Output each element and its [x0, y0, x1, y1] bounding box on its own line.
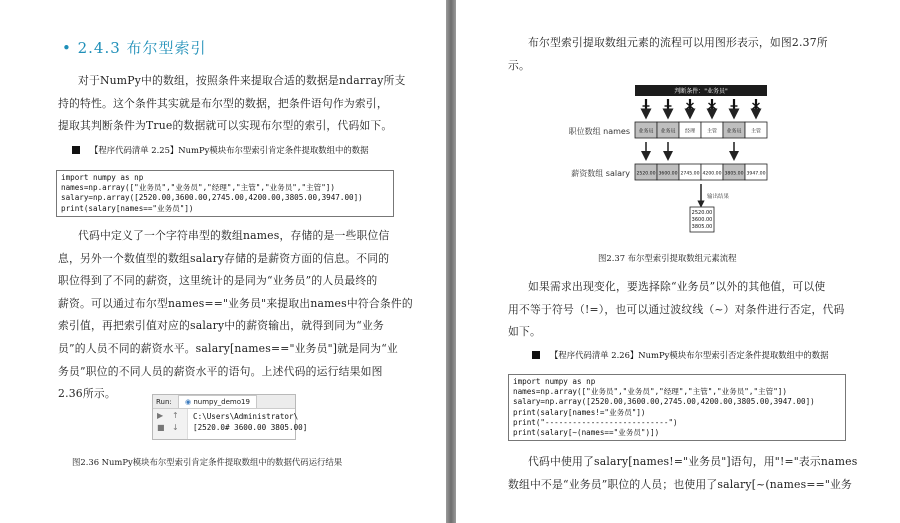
- salary-cell-label: 3805.00: [724, 171, 744, 177]
- listing-marker-icon: [72, 146, 80, 154]
- names-cell-label: 主管: [706, 128, 718, 135]
- code-line: salary=np.array([2520.00,3600.00,2745.00,4200.00,3805.00,3947.00]): [513, 397, 815, 407]
- arrow-down-icon[interactable]: ↓: [172, 423, 179, 432]
- run-output-line: C:\Users\Administrator\: [193, 412, 299, 421]
- code-line: import numpy as np: [61, 173, 144, 182]
- paragraph-line: 对于NumPy中的数组，按照条件来提取合适的数据是ndarray所支: [78, 74, 406, 87]
- down-arrow-icon: [665, 99, 672, 114]
- paragraph-line: 如下。: [508, 325, 541, 339]
- salary-cell-label: 2745.00: [680, 171, 700, 177]
- salary-array-row: [635, 164, 767, 180]
- stop-square-icon[interactable]: ■: [157, 423, 165, 432]
- names-cell-label: 业务员: [638, 128, 654, 135]
- run-output-line: [2520.0# 3600.00 3805.00]: [193, 423, 308, 432]
- condition-arrows: [643, 99, 760, 114]
- paragraph-line: 示。: [508, 58, 530, 72]
- code-line: names=np.array(["业务员","业务员","经理","主管","业务员","主管"]): [61, 183, 335, 193]
- paragraph-line: 数组中不是“业务员”职位的人员；也使用了salary[~(names=="业务: [508, 477, 852, 491]
- run-window: [152, 394, 308, 440]
- names-cell-label: 业务员: [726, 128, 742, 135]
- paragraph-line: 员”的人员不同的薪资水平。salary[names=="业务员"]就是同为“业: [58, 341, 398, 355]
- output-value: 3600.00: [691, 217, 713, 223]
- section-heading: • 2.4.3 布尔型索引: [62, 39, 207, 57]
- paragraph-line: 薪资。可以通过布尔型names=="业务员"来提取出names中符合条件的: [58, 296, 413, 310]
- selection-arrows: [646, 142, 734, 156]
- paragraph-line: 用不等于符号（!=），也可以通过波纹线（~）对条件进行否定，代码: [508, 302, 845, 316]
- paragraph-line: 息，另外一个数值型的数组salary存储的是薪资方面的信息。不同的: [58, 251, 390, 265]
- rerun-play-icon[interactable]: ▶: [157, 411, 164, 420]
- output-label: 输出结果: [707, 194, 730, 200]
- code-line: import numpy as np: [513, 377, 596, 386]
- names-array-row: [635, 122, 767, 138]
- right-page: [456, 0, 900, 523]
- names-cell-label: 业务员: [660, 128, 676, 135]
- run-output: [193, 411, 307, 433]
- down-arrow-icon: [731, 99, 738, 114]
- intro-paragraph: [58, 70, 430, 138]
- listing-title-text: 【程序代码清单 2.26】NumPy模块布尔型索引否定条件提取数组中的数据: [550, 350, 829, 360]
- run-label: Run:: [156, 398, 172, 406]
- boolean-index-diagram: [556, 82, 796, 240]
- salary-cell-label: 2520.00: [636, 171, 656, 177]
- run-tab-label: numpy_demo19: [193, 398, 250, 406]
- output-value: 2520.00: [691, 210, 713, 216]
- code-block: [508, 374, 846, 441]
- paragraph-line: 布尔型索引提取数组元素的流程可以用图形表示，如图2.37所: [528, 36, 828, 49]
- code-line: salary=np.array([2520.00,3600.00,2745.00,4200.00,3805.00,3947.00]): [61, 193, 363, 203]
- output-value: 3805.00: [691, 224, 713, 230]
- names-array-label: 职位数组 names: [568, 127, 630, 136]
- salary-cell-label: 3947.00: [746, 171, 766, 177]
- salary-cell-label: 3600.00: [658, 171, 678, 177]
- run-titlebar: [153, 395, 295, 409]
- closing-paragraph: [508, 451, 888, 496]
- output-result-box: [690, 207, 714, 232]
- salary-array-label: 薪资数组 salary: [571, 169, 630, 178]
- listing-title: [532, 349, 828, 361]
- paragraph-line: 代码中使用了salary[names!="业务员"]语句，用"!="表示names: [528, 455, 858, 468]
- left-page: [0, 0, 446, 523]
- run-gutter: [153, 409, 188, 439]
- code-block: [56, 170, 394, 217]
- salary-cell-label: 4200.00: [702, 171, 722, 177]
- paragraph-line: 提取其判断条件为True的数据就可以实现布尔型的索引，代码如下。: [58, 119, 393, 133]
- arrow-up-icon[interactable]: ↑: [172, 411, 179, 420]
- listing-title: [72, 144, 368, 156]
- listing-marker-icon: [532, 351, 540, 359]
- explanation-paragraph: [58, 225, 430, 406]
- cross-arrow-icon: [687, 99, 694, 114]
- paragraph-line: 2.36所示。: [58, 387, 116, 401]
- cross-arrow-icon: [709, 99, 716, 114]
- paragraph-line: 务员”职位的不同人员的薪资水平的语句。上述代码的运行结果如图: [58, 364, 383, 378]
- paragraph-line: 持的特性。这个条件其实就是布尔型的数据，把条件语句作为索引，: [58, 96, 388, 110]
- code-line: print(salary[names=="业务员"]): [61, 203, 194, 213]
- names-cell-label: 主管: [750, 128, 762, 135]
- python-file-icon: ◉: [185, 398, 192, 406]
- code-line: print(salary[names!="业务员"]): [513, 407, 646, 417]
- names-cell-label: 经理: [684, 128, 696, 135]
- negation-paragraph: [508, 276, 888, 344]
- paragraph-line: 职位得到了不同的薪资，这里统计的是同为“业务员”的人员最终的: [58, 274, 378, 288]
- figure-caption: 图2.36 NumPy模块布尔型索引肯定条件提取数组中的数据代码运行结果: [72, 457, 343, 467]
- code-line: names=np.array(["业务员","业务员","经理","主管","业务员","主管"]): [513, 387, 787, 397]
- listing-title-text: 【程序代码清单 2.25】NumPy模块布尔型索引肯定条件提取数组中的数据: [90, 145, 369, 155]
- down-arrow-icon: [643, 99, 650, 114]
- diagram-intro-paragraph: [508, 32, 888, 77]
- book-spine: [446, 0, 456, 523]
- paragraph-line: 代码中定义了一个字符串型的数组names，存储的是一些职位信: [78, 229, 390, 242]
- condition-label: 判断条件："业务员": [674, 88, 728, 95]
- figure-caption: 图2.37 布尔型索引提取数组元素流程: [598, 253, 737, 263]
- code-line: print("---------------------------"): [513, 417, 678, 427]
- paragraph-line: 如果需求出现变化，要选择除“业务员”以外的其他值，可以使: [528, 280, 826, 293]
- run-tab[interactable]: [178, 395, 257, 408]
- code-line: print(salary[~(names=="业务员")]): [513, 428, 660, 438]
- paragraph-line: 索引值，再把索引值对应的salary中的薪资输出，就得到同为“业务: [58, 319, 384, 333]
- cross-arrow-icon: [753, 99, 760, 114]
